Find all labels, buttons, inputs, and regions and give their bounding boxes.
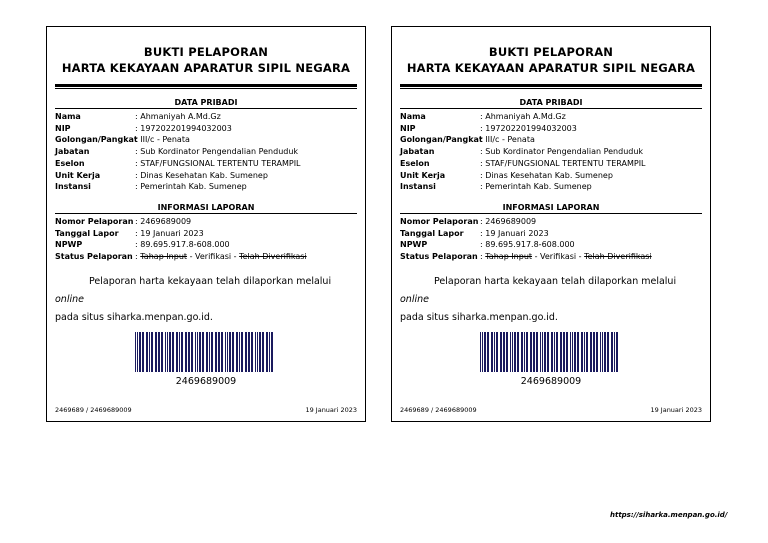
barcode-bar	[135, 332, 136, 372]
barcode-bar	[512, 332, 513, 372]
barcode-bar	[596, 332, 598, 372]
barcode-bar	[556, 332, 558, 372]
barcode-bar	[491, 332, 493, 372]
field-value: : Dinas Kesehatan Kab. Sumenep	[135, 170, 268, 180]
barcode-bar	[209, 332, 210, 372]
status-separator: -	[576, 252, 585, 262]
field-label: NPWP	[55, 240, 83, 250]
barcode-bar	[500, 332, 502, 372]
field-label: Eselon	[55, 158, 85, 168]
barcode-bar	[563, 332, 565, 372]
barcode	[480, 332, 620, 372]
section-heading-personal-data: DATA PRIBADI	[55, 98, 357, 109]
barcode-bar	[248, 332, 250, 372]
barcode-bar	[225, 332, 226, 372]
barcode-bar	[593, 332, 595, 372]
field-label: Nama	[55, 112, 81, 121]
barcode-bar	[137, 332, 138, 372]
personal-data-list	[55, 111, 357, 193]
status-separator: -	[187, 252, 196, 262]
barcode-bar	[586, 332, 588, 372]
field-label: Unit Kerja	[55, 170, 101, 180]
field-value: : Pemerintah Kab. Sumenep	[480, 182, 592, 192]
paragraph-text: pada situs siharka.menpan.go.id.	[400, 312, 558, 323]
header-divider-thin	[400, 88, 702, 89]
barcode-bar	[149, 332, 150, 372]
barcode-bar	[524, 332, 525, 372]
field-value: : 89.695.917.8-608.000	[480, 240, 575, 250]
report-info-list	[400, 216, 702, 263]
field-value: : 197202201994032003	[135, 123, 232, 133]
barcode-bar	[167, 332, 168, 372]
barcode-bar	[560, 332, 562, 372]
barcode-bar	[151, 332, 153, 372]
barcode-bar	[544, 332, 546, 372]
report-receipt-card	[46, 26, 366, 422]
barcode-bar	[172, 332, 174, 372]
barcode-bar	[487, 332, 489, 372]
barcode-bar	[158, 332, 160, 372]
barcode-bar	[239, 332, 240, 372]
field-label: Status Pelaporan	[400, 252, 478, 262]
barcode-bar	[494, 332, 495, 372]
barcode-bar	[614, 332, 615, 372]
barcode-bar	[257, 332, 258, 372]
field-row	[55, 111, 357, 123]
barcode-bar	[496, 332, 498, 372]
field-value: : Dinas Kesehatan Kab. Sumenep	[480, 170, 613, 180]
field-row	[400, 170, 702, 182]
status-step-verified: Telah Diverifikasi	[239, 252, 307, 262]
status-step-input: Tahap Input	[140, 252, 188, 262]
footer-date: 19 Januari 2023	[305, 406, 357, 414]
barcode-bar	[245, 332, 247, 372]
field-row	[55, 170, 357, 182]
field-label: Nomor Pelaporan	[55, 217, 134, 226]
field-row	[55, 158, 357, 170]
barcode-bar	[503, 332, 505, 372]
field-row	[55, 146, 357, 158]
barcode-bar	[262, 332, 264, 372]
barcode-bar	[616, 332, 618, 372]
barcode-bar	[536, 332, 538, 372]
barcode-bar	[227, 332, 228, 372]
barcode-bar	[181, 332, 183, 372]
barcode-bar	[514, 332, 516, 372]
barcode-bar	[188, 332, 190, 372]
field-label: Eselon	[400, 158, 430, 168]
field-value: : 2469689009	[135, 217, 192, 226]
report-receipt-card	[391, 26, 711, 422]
barcode-bar	[255, 332, 256, 372]
site-url: https://siharka.menpan.go.id/	[610, 511, 728, 519]
barcode-bar	[176, 332, 178, 372]
barcode-bar	[570, 332, 571, 372]
field-label: Status Pelaporan	[55, 252, 133, 262]
barcode-bar	[211, 332, 213, 372]
field-label: Nomor Pelaporan	[400, 217, 479, 226]
barcode-bar	[590, 332, 592, 372]
barcode-bar	[554, 332, 555, 372]
barcode-bar	[542, 332, 543, 372]
barcode-bar	[191, 332, 193, 372]
barcode-bar	[604, 332, 606, 372]
field-row	[400, 181, 702, 193]
header-divider-thick	[55, 84, 357, 87]
field-value: : Sub Kordinator Pengendalian Penduduk	[135, 147, 299, 157]
paragraph-text: pada situs siharka.menpan.go.id.	[55, 312, 213, 323]
section-heading-report-info: INFORMASI LAPORAN	[400, 203, 702, 214]
field-value: : Sub Kordinator Pengendalian Penduduk	[480, 147, 644, 157]
barcode-bar	[611, 332, 613, 372]
field-label: NIP	[400, 123, 416, 133]
field-value: : III/c - Penata	[135, 135, 190, 145]
barcode-bar	[269, 332, 270, 372]
barcode-number: 2469689009	[175, 376, 237, 387]
status-step-verification: Verifikasi	[540, 252, 577, 262]
barcode-bar	[480, 332, 481, 372]
field-row	[400, 146, 702, 158]
barcode-bar	[197, 332, 198, 372]
barcode-bar	[547, 332, 549, 372]
status-value	[135, 251, 307, 263]
field-label: NPWP	[400, 240, 428, 250]
field-label: Jabatan	[400, 147, 435, 157]
barcode-bar	[259, 332, 261, 372]
field-row	[400, 216, 702, 228]
confirmation-paragraph	[400, 273, 702, 327]
header-divider-thick	[400, 84, 702, 87]
barcode-bar	[530, 332, 532, 372]
status-separator: -	[532, 252, 541, 262]
barcode-bar	[161, 332, 163, 372]
field-row	[55, 123, 357, 135]
barcode-bar	[206, 332, 208, 372]
field-value: : 197202201994032003	[480, 123, 577, 133]
paragraph-italic: online	[55, 294, 84, 305]
barcode-bar	[607, 332, 609, 372]
field-row	[400, 134, 702, 146]
barcode-bar	[218, 332, 220, 372]
field-label: Unit Kerja	[400, 170, 446, 180]
barcode	[135, 332, 275, 372]
status-prefix: :	[135, 252, 141, 262]
barcode-bar	[574, 332, 576, 372]
card-title: BUKTI PELAPORAN	[143, 45, 269, 59]
barcode-bar	[266, 332, 268, 372]
personal-data-list	[400, 111, 702, 193]
card-subtitle: HARTA KEKAYAAN APARATUR SIPIL NEGARA	[61, 61, 351, 75]
barcode-bar	[232, 332, 234, 372]
section-heading-report-info: INFORMASI LAPORAN	[55, 203, 357, 214]
field-label: Instansi	[400, 182, 436, 192]
barcode-bar	[139, 332, 141, 372]
field-row	[400, 123, 702, 135]
section-heading-personal-data: DATA PRIBADI	[400, 98, 702, 109]
barcode-bar	[169, 332, 171, 372]
paragraph-italic: online	[400, 294, 429, 305]
field-row	[55, 181, 357, 193]
barcode-bar	[271, 332, 273, 372]
barcode-bar	[581, 332, 583, 372]
field-label: Tanggal Lapor	[55, 228, 119, 238]
status-step-input: Tahap Input	[485, 252, 533, 262]
card-title: BUKTI PELAPORAN	[488, 45, 614, 59]
barcode-bar	[229, 332, 231, 372]
barcode-bar	[533, 332, 535, 372]
field-label: Tanggal Lapor	[400, 228, 464, 238]
field-value: : 19 Januari 2023	[135, 228, 204, 238]
barcode-bar	[551, 332, 553, 372]
card-subtitle: HARTA KEKAYAAN APARATUR SIPIL NEGARA	[406, 61, 696, 75]
barcode-bar	[577, 332, 579, 372]
barcode-bar	[600, 332, 601, 372]
barcode-bar	[526, 332, 528, 372]
field-label: Golongan/Pangkat	[400, 135, 483, 145]
barcode-bar	[221, 332, 223, 372]
field-row	[400, 111, 702, 123]
field-row	[55, 134, 357, 146]
status-step-verified: Telah Diverifikasi	[584, 252, 652, 262]
barcode-bar	[484, 332, 486, 372]
field-label: Instansi	[55, 182, 91, 192]
barcode-bar	[199, 332, 201, 372]
barcode-bar	[540, 332, 541, 372]
paragraph-text: Pelaporan harta kekayaan telah dilaporkan melalui	[434, 276, 677, 287]
status-separator: -	[231, 252, 240, 262]
field-row	[55, 239, 357, 251]
field-value: : 89.695.917.8-608.000	[135, 240, 230, 250]
field-value: : III/c - Penata	[480, 135, 535, 145]
barcode-bar	[566, 332, 568, 372]
barcode-bar	[236, 332, 238, 372]
barcode-bar	[142, 332, 144, 372]
field-row	[400, 158, 702, 170]
status-row	[55, 251, 357, 263]
barcode-number: 2469689009	[520, 376, 582, 387]
footer-report-id: 2469689 / 2469689009	[55, 406, 132, 414]
field-value: : 2469689009	[480, 217, 537, 226]
paragraph-text: Pelaporan harta kekayaan telah dilaporkan melalui	[89, 276, 332, 287]
barcode-bar	[215, 332, 217, 372]
barcode-bar	[517, 332, 519, 372]
barcode-bar	[572, 332, 573, 372]
barcode-bar	[482, 332, 483, 372]
footer-date: 19 Januari 2023	[650, 406, 702, 414]
barcode-bar	[241, 332, 243, 372]
barcode-bar	[251, 332, 253, 372]
report-info-list	[55, 216, 357, 263]
field-label: Jabatan	[55, 147, 90, 157]
barcode-bar	[506, 332, 508, 372]
field-label: NIP	[55, 123, 71, 133]
field-row	[400, 239, 702, 251]
barcode-bar	[165, 332, 166, 372]
field-value: : Ahmaniyah A.Md.Gz	[135, 112, 221, 121]
barcode-bar	[584, 332, 585, 372]
field-row	[55, 216, 357, 228]
barcode-bar	[195, 332, 196, 372]
field-value: : Ahmaniyah A.Md.Gz	[480, 112, 566, 121]
barcode-bar	[155, 332, 157, 372]
status-value	[480, 251, 652, 263]
field-label: Golongan/Pangkat	[55, 135, 138, 145]
field-value: : Pemerintah Kab. Sumenep	[135, 182, 247, 192]
status-step-verification: Verifikasi	[195, 252, 232, 262]
barcode-bar	[602, 332, 603, 372]
field-row	[400, 228, 702, 240]
field-value: : STAF/FUNGSIONAL TERTENTU TERAMPIL	[480, 158, 646, 168]
confirmation-paragraph	[55, 273, 357, 327]
barcode-bar	[185, 332, 187, 372]
barcode-bar	[510, 332, 511, 372]
field-value: : STAF/FUNGSIONAL TERTENTU TERAMPIL	[135, 158, 301, 168]
field-value: : 19 Januari 2023	[480, 228, 549, 238]
barcode-bar	[521, 332, 523, 372]
barcode-bar	[202, 332, 204, 372]
header-divider-thin	[55, 88, 357, 89]
field-row	[55, 228, 357, 240]
status-row	[400, 251, 702, 263]
status-prefix: :	[480, 252, 486, 262]
footer-report-id: 2469689 / 2469689009	[400, 406, 477, 414]
barcode-bar	[146, 332, 148, 372]
barcode-bar	[179, 332, 180, 372]
field-label: Nama	[400, 112, 426, 121]
